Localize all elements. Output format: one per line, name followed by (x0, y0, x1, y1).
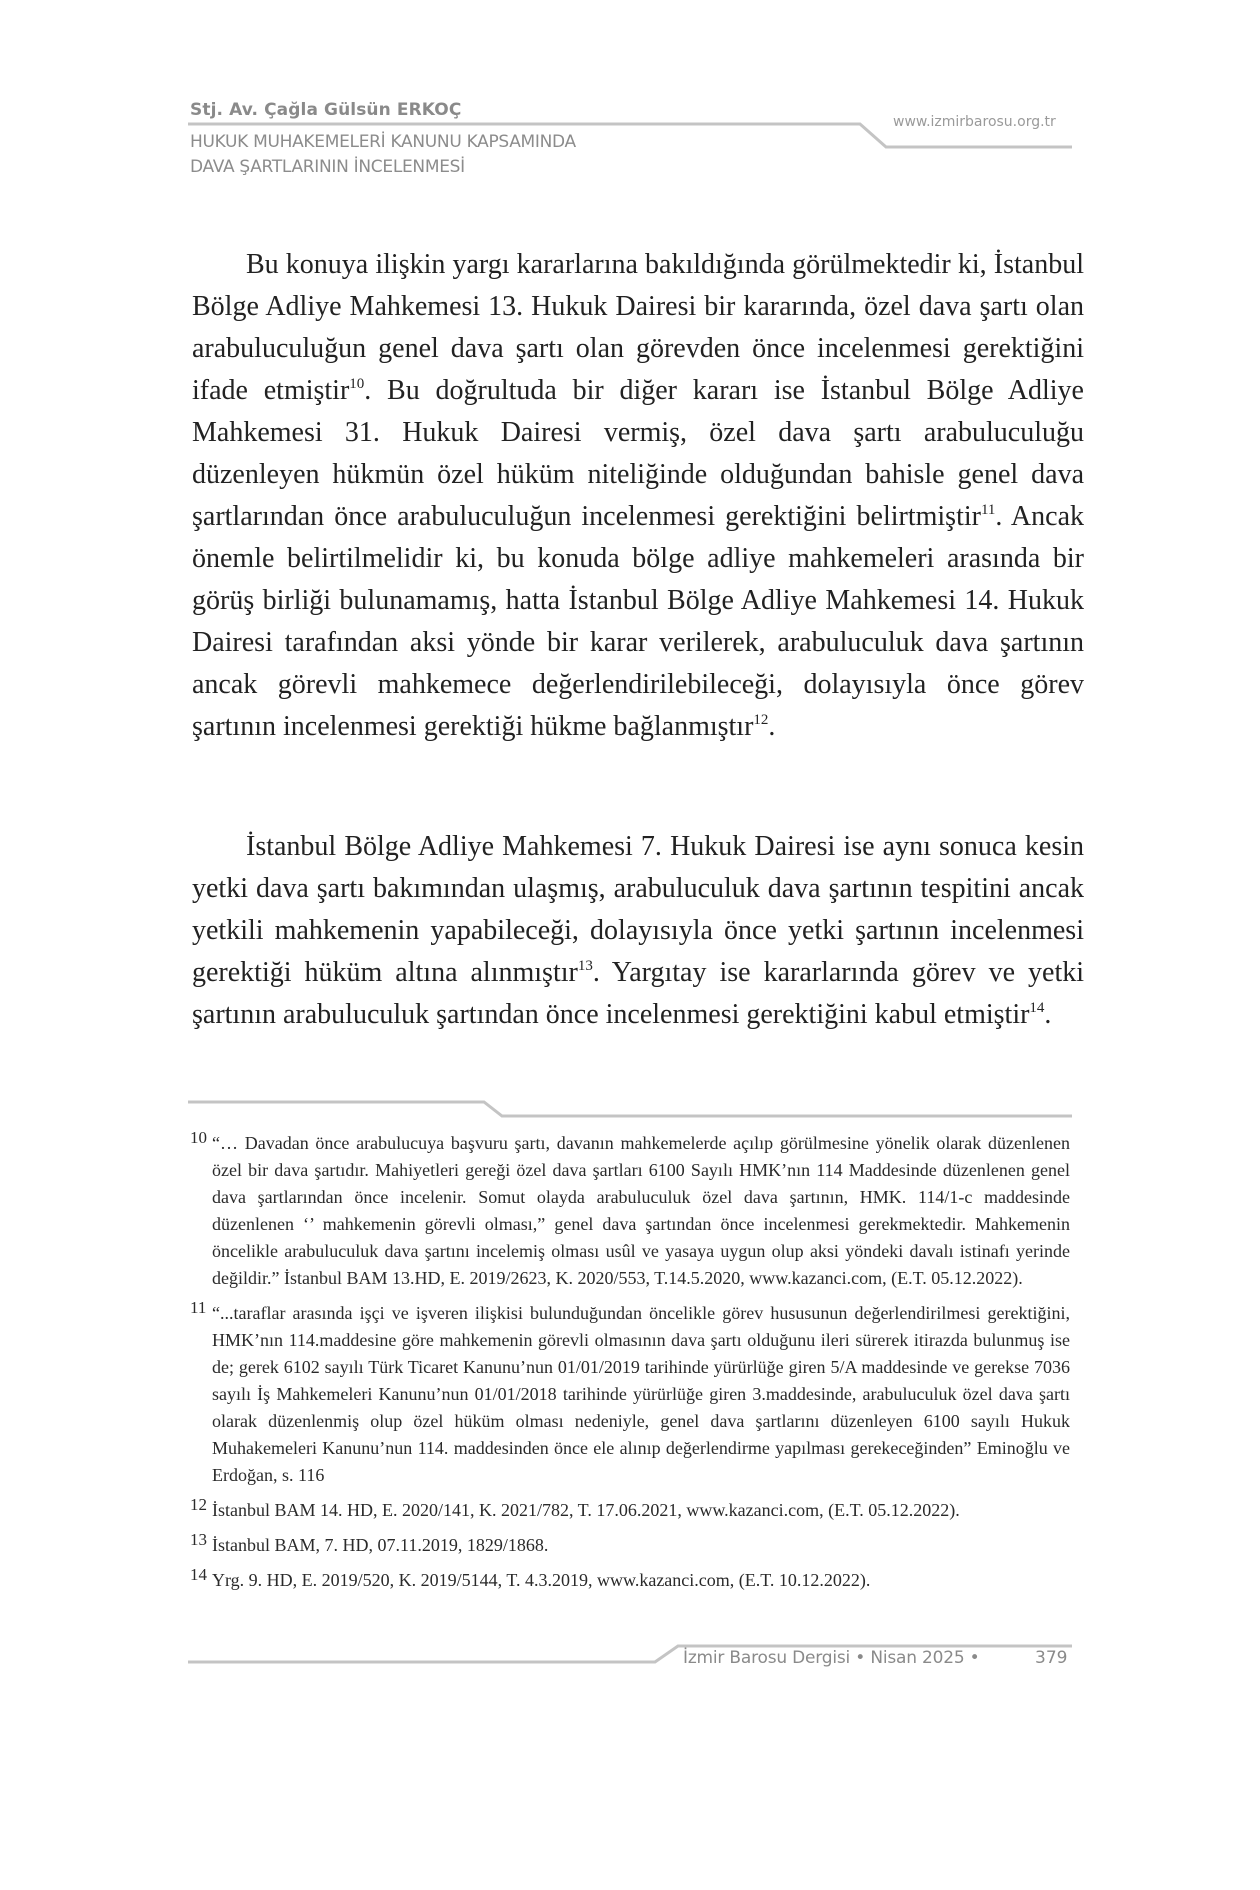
footnote-number: 12 (190, 1495, 207, 1514)
header-title-line-2: DAVA ŞARTLARININ İNCELENMESİ (190, 157, 465, 177)
footnote-ref-11[interactable]: 11 (980, 502, 996, 518)
header-rule (0, 0, 1260, 200)
footer-journal-name: İzmir Barosu Dergisi • Nisan 2025 • (683, 1648, 980, 1668)
footnote-number: 10 (190, 1128, 207, 1147)
footnote-ref-14[interactable]: 14 (1029, 1000, 1045, 1016)
header-title-line-1: HUKUK MUHAKEMELERİ KANUNU KAPSAMINDA (190, 132, 576, 152)
body-paragraph-2: İstanbul Bölge Adliye Mahkemesi 7. Hukuk Dairesi ise aynı sonuca kesin yetki dava şartı bakımından ulaşmış, arabuluculuk dava şartının tespitini ancak yetkili mahkemenin yapabileceği, dolayısıyla önce yetki şartının incelenmesi gerektiği hüküm altına alınmıştır$^{13}$. Yargıtay ise kararlarında görev ve yetki şartının arabuluculuk şartından önce incelenmesi gerektiğini kabul etmiştir$^{14}$. (192, 831, 1084, 1030)
footnote-text: Yrg. 9. HD, E. 2019/520, K. 2019/5144, T. 4.3.2019, www.kazanci.com, (E.T. 10.12.2022). (212, 1570, 871, 1590)
footnote-text: İstanbul BAM 14. HD, E. 2020/141, K. 2021/782, T. 17.06.2021, www.kazanci.com, (E.T. 05.12.2022). (212, 1500, 960, 1520)
footnote-text: İstanbul BAM, 7. HD, 07.11.2019, 1829/1868. (212, 1535, 549, 1555)
body-paragraph-1: Bu konuya ilişkin yargı kararlarına bakıldığında görülmektedir ki, İstanbul Bölge Adliye Mahkemesi 13. Hukuk Dairesi bir kararında, özel dava şartı olan arabuluculuğun genel dava şartı olan görevden önce incelenmesi gerektiğini ifade etmiştir$^{10}$. Bu doğrultuda bir diğer kararı ise İstanbul Bölge Adliye Mahkemesi 31. Hukuk Dairesi vermiş, özel dava şartı arabuluculuğu düzenleyen hükmün özel hüküm niteliğinde olduğundan bahisle genel dava şartlarından önce arabuluculuğun incelenmesi gerektiğini belirtmiştir$^{11}$. Ancak önemle belirtilmelidir ki, bu konuda bölge adliye mahkemeleri arasında bir görüş birliği bulunamamış, hatta İstanbul Bölge Adliye Mahkemesi 14. Hukuk Dairesi tarafından aksi yönde bir karar verilerek, arabuluculuk dava şartının ancak görevli mahkemece değerlendirilebileceği, dolayısıyla önce görev şartının incelenmesi gerektiği hükme bağlanmıştır$^{12}$. (192, 249, 1084, 742)
footnote-14 (190, 1567, 1070, 1594)
header-website-link[interactable]: www.izmirbarosu.org.tr (893, 114, 1056, 130)
footnote-12 (190, 1497, 1070, 1524)
footnote-10 (190, 1130, 1070, 1292)
footnote-ref-10[interactable]: 10 (349, 376, 365, 392)
footnotes-section (190, 1130, 1070, 1602)
footnote-ref-12[interactable]: 12 (753, 712, 769, 728)
header-author: Stj. Av. Çağla Gülsün ERKOÇ (190, 100, 462, 120)
footnote-text: “...taraflar arasında işçi ve işveren ilişkisi bulunduğundan öncelikle görev hususunun değerlendirilmesi gerektiğini, HMK’nın 114.maddesine göre mahkemenin görevli olmasının dava şartı olduğunu ileri sürerek itirazda bulunmuş ise de; gerek 6102 sayılı Türk Ticaret Kanunu’nun 01/01/2019 tarihinde yürürlüğe giren 5/A maddesinde ve gerekse 7036 sayılı İş Mahkemeleri Kanunu’nun 01/01/2018 tarihinde yürürlüğe giren 3.maddesinde, arabuluculuk özel dava şartı olarak düzenlenmiş olup özel hüküm olması nedeniyle, genel dava şartlarını düzenleyen 6100 sayılı Hukuk Muhakemeleri Kanunu’nun 114. maddesinden önce ele alınıp değerlendirme yapılması gerekeceğinden” Eminoğlu ve Erdoğan, s. 116 (212, 1303, 1070, 1485)
footnote-number: 11 (190, 1298, 207, 1317)
footnote-number: 13 (190, 1530, 207, 1549)
footnote-13 (190, 1532, 1070, 1559)
footer-rule (0, 1640, 1260, 1680)
header-article-title (190, 130, 576, 180)
page-number: 379 (1035, 1648, 1068, 1668)
footnote-number: 14 (190, 1565, 207, 1584)
footnote-text: “… Davadan önce arabulucuya başvuru şartı, davanın mahkemelerde açılıp görülmesine yönelik olarak düzenlenen özel bir dava şartıdır. Mahiyetleri gereği özel dava şartları 6100 Sayılı HMK’nın 114 Maddesinde düzenlenen genel dava şartlarından önce incelenir. Somut olayda arabuluculuk özel dava şartının, HMK. 114/1-c maddesinde düzenlenen ‘’ mahkemenin görevli olması,” genel dava şartından önce incelenmesi gerekmektedir. Mahkemenin öncelikle arabuluculuk dava şartını incelemiş olması usûl ve yasaya uygun olup aksi yöndeki davalı istinafı yerinde değildir.” İstanbul BAM 13.HD, E. 2019/2623, K. 2020/553, T.14.5.2020, www.kazanci.com, (E.T. 05.12.2022). (212, 1133, 1070, 1288)
footnote-separator (0, 1090, 1260, 1130)
footnote-ref-13[interactable]: 13 (577, 958, 593, 974)
footnote-11 (190, 1300, 1070, 1489)
